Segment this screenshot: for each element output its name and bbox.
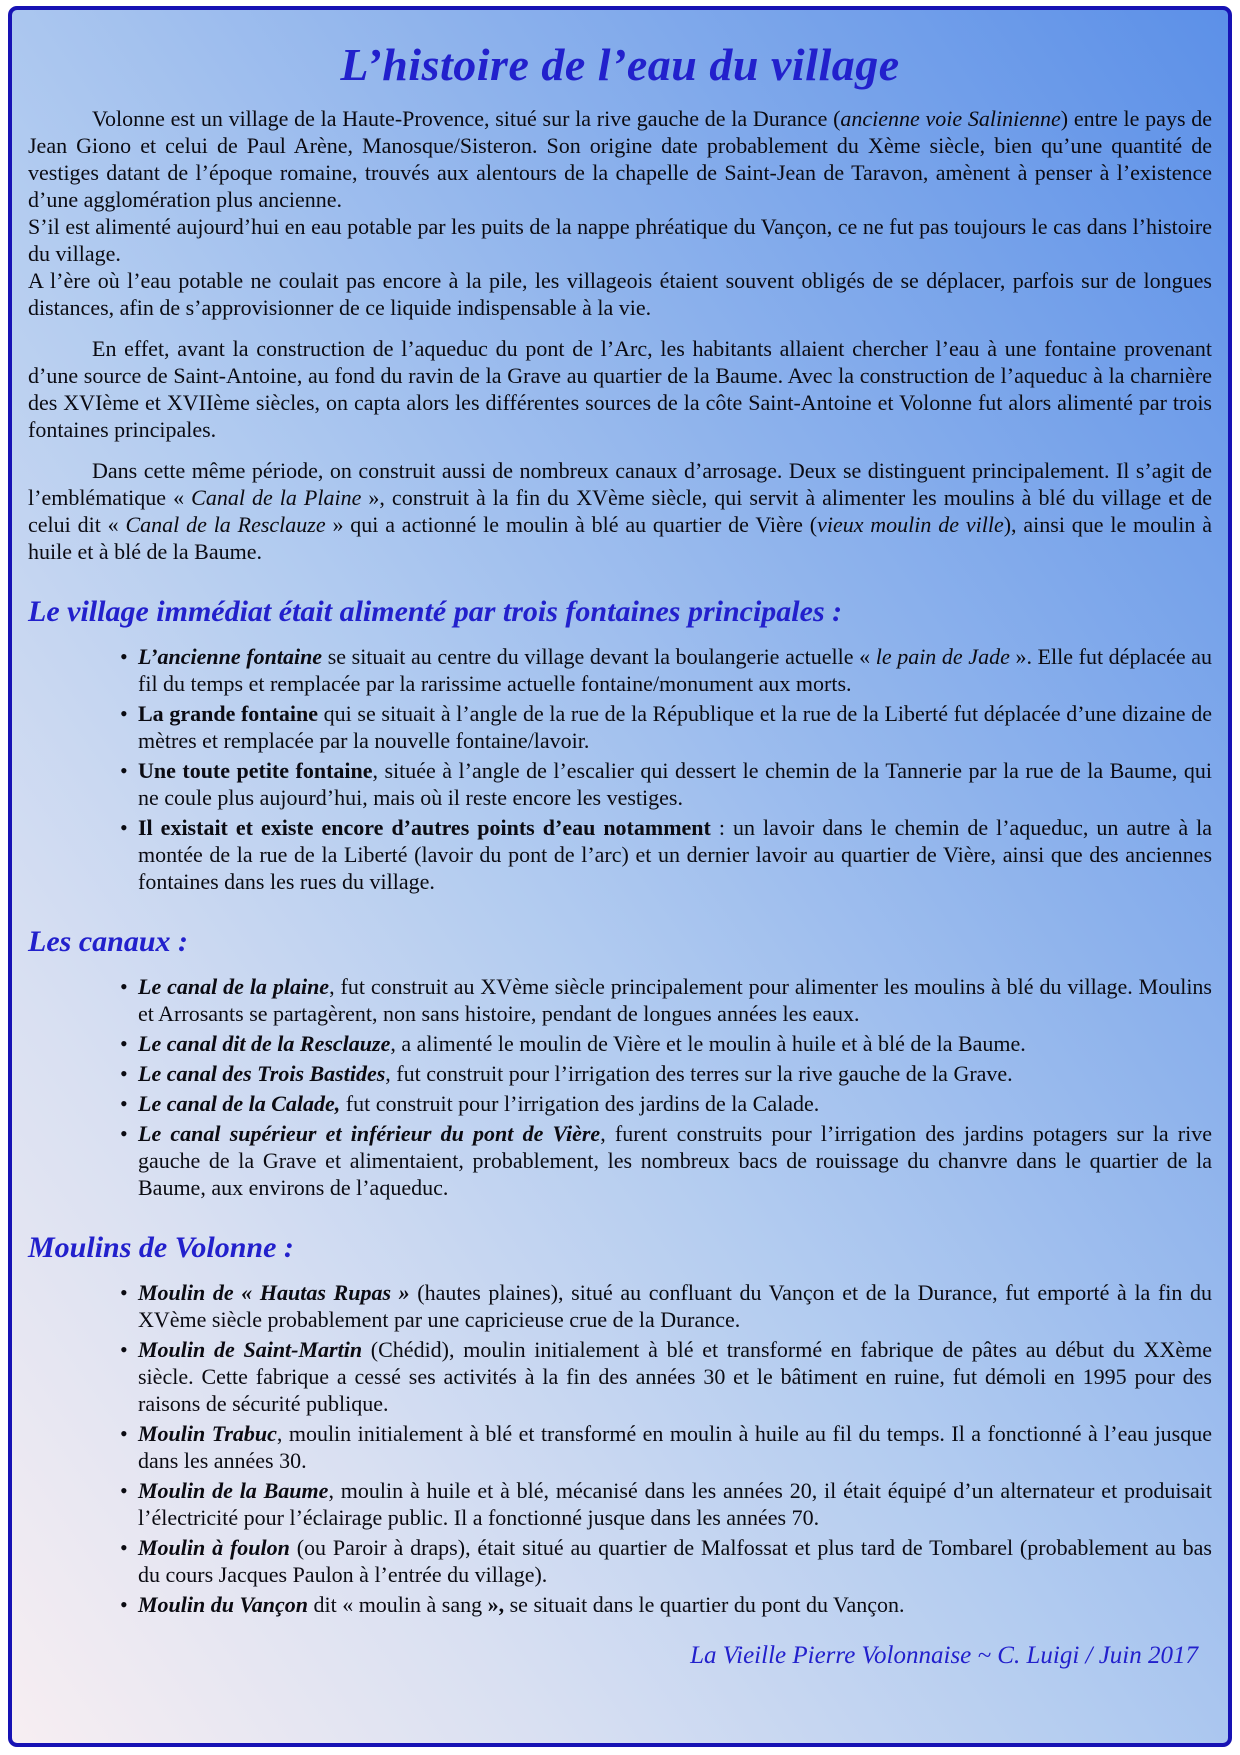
text-run: Moulin de Saint-Martin <box>138 1337 363 1362</box>
text-run: Le canal supérieur et inférieur du pont de Vière <box>138 1121 601 1146</box>
text-run: », <box>487 1592 505 1617</box>
text-run: , moulin à huile et à blé, mécanisé dans les années 20, il était équipé d’un alternateur et produisait l’électricité pour l’éclairage public. Il a fonctionné jusque dans les années 70. <box>138 1478 1213 1530</box>
text-run: , moulin initialement à blé et transformé en moulin à huile au fil du temps. Il a fonctionné à l’eau jusque dans les années 30. <box>138 1421 1213 1473</box>
text-run: L’ancienne fontaine <box>138 644 323 669</box>
text-run: , a alimenté le moulin de Vière et le moulin à huile et à blé de la Baume. <box>390 1031 1026 1056</box>
intro-paragraph-2 <box>28 213 1212 267</box>
text-run: S’il est alimenté aujourd’hui en eau potable par les puits de la nappe phréatique du Vançon, ce ne fut pas toujours le cas dans l’histoire du village. <box>28 214 1212 266</box>
footer-credit: La Vieille Pierre Volonnaise ~ C. Luigi / Juin 2017 <box>690 1642 1198 1669</box>
text-run: A l’ère où l’eau potable ne coulait pas encore à la pile, les villageois étaient souvent obligés de se déplacer, parfois sur de longues distances, afin de s’approvisionner de ce liquide indispensable à la vie. <box>28 268 1212 320</box>
text-run: , fut construit au XVème siècle principalement pour alimenter les moulins à blé du village. Moulins et Arrosants se partagèrent, non sans histoire, pendant de longues années les eaux. <box>138 974 1212 1026</box>
text-run: » qui a actionné le moulin à blé au quartier de Vière ( <box>325 512 818 537</box>
text-run: Le canal de la Calade, <box>138 1091 341 1116</box>
section-fontaines <box>28 595 1212 895</box>
text-run: (Chédid), moulin initialement à blé et transformé en fabrique de pâtes au début du XXème siècle. Cette fabrique a cessé ses activités à la fin des années 30 et le bâtiment en ruine, fut démoli en 1995 pour des raisons de sécurité publique. <box>138 1337 1212 1416</box>
list-item <box>28 1279 1212 1333</box>
intro-paragraphs <box>28 105 1212 565</box>
text-run: , située à l’angle de l’escalier qui dessert le chemin de la Tannerie par la rue de la Baume, qui ne coule plus aujourd’hui, mais où il reste encore les vestiges. <box>138 758 1212 810</box>
fontaines-bullet-list <box>28 643 1212 895</box>
list-item <box>28 1336 1212 1417</box>
list-item <box>28 643 1212 697</box>
section-heading-canaux: Les canaux : <box>28 925 188 958</box>
list-item <box>28 1420 1212 1474</box>
text-run: fut construit pour l’irrigation des jardins de la Calade. <box>340 1091 820 1116</box>
text-run: Le canal dit de la Resclauze <box>138 1031 391 1056</box>
text-run: Canal de la Resclauze <box>125 512 326 537</box>
text-run: ancienne voie Salinienne <box>840 106 1061 131</box>
list-item <box>28 1030 1212 1057</box>
text-run: , furent construits pour l’irrigation des jardins potagers sur la rive gauche de la Grave et alimentaient, probablement, les nombreux bacs de rouissage du chanvre dans le quartier de la Baume, aux environs de l’aqueduc. <box>138 1121 1212 1200</box>
section-canaux <box>28 925 1212 1201</box>
text-run: Le canal de la plaine <box>138 974 330 999</box>
section-moulins <box>28 1231 1212 1618</box>
list-item <box>28 1090 1212 1117</box>
text-run: Il existait et existe encore d’autres points d’eau notamment <box>138 815 711 840</box>
moulins-bullet-list <box>28 1279 1212 1618</box>
list-item <box>28 1120 1212 1201</box>
text-run: se situait dans le quartier du pont du Vançon. <box>504 1592 905 1617</box>
text-run: dit « moulin à sang <box>307 1592 488 1617</box>
text-run: vieux moulin de ville <box>817 512 1004 537</box>
intro-paragraph-3 <box>28 267 1212 321</box>
text-run: Moulin Trabuc <box>138 1421 277 1446</box>
list-item <box>28 1060 1212 1087</box>
text-run: , fut construit pour l’irrigation des terres sur la rive gauche de la Grave. <box>385 1061 1013 1086</box>
list-item <box>28 700 1212 754</box>
list-item <box>28 973 1212 1027</box>
text-run: Moulin de la Baume <box>138 1478 329 1503</box>
list-item <box>28 814 1212 895</box>
text-run: ) entre le pays de Jean Giono et celui de Paul Arène, Manosque/Sisteron. Son origine date probablement du Xème siècle, bien qu’une quantité de vestiges datant de l’époque romaine, trouvés aux alentours de la chapelle de Saint-Jean de Taravon, amènent à penser à l’existence d’une agglomération plus ancienne. <box>28 106 1212 212</box>
text-run: ), ainsi que le moulin à huile et à blé de la Baume. <box>28 512 1212 564</box>
text-run: Le canal des Trois Bastides <box>138 1061 386 1086</box>
text-run: ». Elle fut déplacée au fil du temps et remplacée par la rarissime actuelle fontaine/monument aux morts. <box>138 644 1212 696</box>
text-run: En effet, avant la construction de l’aqueduc du pont de l’Arc, les habitants allaient chercher l’eau à une fontaine provenant d’une source de Saint-Antoine, au fond du ravin de la Grave au quartier de la Baume. Avec la construction de l’aqueduc à la charnière des XVIème et XVIIème siècles, on capta alors les différentes sources de la côte Saint-Antoine et Volonne fut alors alimenté par trois fontaines principales. <box>28 336 1212 442</box>
text-run: La grande fontaine <box>138 701 318 726</box>
text-run: Volonne est un village de la Haute-Provence, situé sur la rive gauche de la Durance ( <box>92 106 841 131</box>
list-item <box>28 757 1212 811</box>
text-run: Canal de la Plaine <box>191 485 362 510</box>
list-item <box>28 1534 1212 1588</box>
text-run: Une toute petite fontaine <box>138 758 373 783</box>
text-run: se situait au centre du village devant la boulangerie actuelle « <box>322 644 876 669</box>
page-title: L’histoire de l’eau du village <box>340 39 900 90</box>
text-run: le pain de Jade <box>875 644 1010 669</box>
text-run: », construit à la fin du XVème siècle, qui servit à alimenter les moulins à blé du village et de celui dit « <box>28 485 1212 537</box>
text-run: qui se situait à l’angle de la rue de la République et la rue de la Liberté fut déplacée d’une dizaine de mètres et remplacée par la nouvelle fontaine/lavoir. <box>138 701 1212 753</box>
text-run: Moulin à foulon <box>138 1535 290 1560</box>
text-run: (ou Paroir à draps), était situé au quartier de Malfossat et plus tard de Tombarel (probablement au bas du cours Jacques Paulon à l’entrée du village). <box>138 1535 1212 1587</box>
text-run: Moulin du Vançon <box>138 1592 308 1617</box>
section-heading-fontaines: Le village immédiat était alimenté par trois fontaines principales : <box>28 595 843 628</box>
text-run: Moulin de « Hautas Rupas » <box>138 1280 410 1305</box>
list-item <box>28 1477 1212 1531</box>
text-run: Dans cette même période, on construit aussi de nombreux canaux d’arrosage. Deux se distinguent principalement. Il s’agit de l’emblématique « <box>28 458 1212 510</box>
intro-paragraph-1 <box>28 105 1212 213</box>
section-heading-moulins: Moulins de Volonne : <box>28 1231 294 1264</box>
text-run: : un lavoir dans le chemin de l’aqueduc, un autre à la montée de la rue de la Liberté (lavoir du pont de l’arc) et un dernier lavoir au quartier de Vière, ainsi que des anciennes fontaines dans les rues du village. <box>138 815 1212 894</box>
page-border <box>8 6 1232 1747</box>
text-run: (hautes plaines), situé au confluant du Vançon et de la Durance, fut emporté à la fin du XVème siècle probablement par une capricieuse crue de la Durance. <box>138 1280 1213 1332</box>
intro-paragraph-5 <box>28 457 1212 565</box>
canaux-bullet-list <box>28 973 1212 1201</box>
intro-paragraph-4 <box>28 335 1212 443</box>
list-item <box>28 1591 1212 1618</box>
